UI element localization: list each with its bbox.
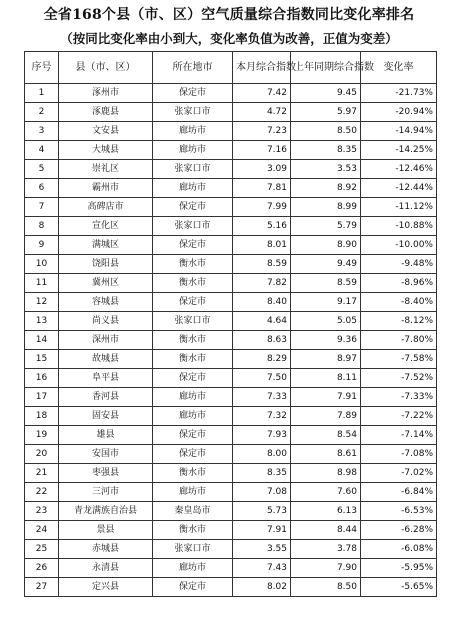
cell-city: 衡水市 — [153, 331, 233, 350]
cell-city: 衡水市 — [153, 464, 233, 483]
table-row — [25, 293, 437, 312]
table-row — [25, 578, 437, 597]
ranking-table — [24, 51, 437, 597]
cell-county: 霸州市 — [59, 179, 153, 198]
cell-city: 张家口市 — [153, 160, 233, 179]
cell-rank: 24 — [25, 521, 59, 540]
cell-last-year-index: 9.36 — [291, 331, 361, 350]
cell-current-index: 7.93 — [233, 426, 291, 445]
cell-current-index: 7.33 — [233, 388, 291, 407]
cell-city: 保定市 — [153, 445, 233, 464]
cell-rank: 1 — [25, 84, 59, 103]
cell-change-rate: -7.33% — [361, 388, 437, 407]
table-row — [25, 103, 437, 122]
cell-current-index: 7.08 — [233, 483, 291, 502]
table-row — [25, 160, 437, 179]
cell-city: 廊坊市 — [153, 122, 233, 141]
cell-city: 保定市 — [153, 578, 233, 597]
cell-rank: 7 — [25, 198, 59, 217]
cell-change-rate: -6.84% — [361, 483, 437, 502]
cell-county: 涿鹿县 — [59, 103, 153, 122]
cell-rank: 15 — [25, 350, 59, 369]
table-row — [25, 407, 437, 426]
cell-current-index: 8.40 — [233, 293, 291, 312]
cell-county: 香河县 — [59, 388, 153, 407]
cell-current-index: 8.35 — [233, 464, 291, 483]
cell-county: 容城县 — [59, 293, 153, 312]
page-title: 全省168个县（市、区）空气质量综合指数同比变化率排名 — [43, 7, 415, 23]
cell-last-year-index: 7.90 — [291, 559, 361, 578]
cell-change-rate: -7.80% — [361, 331, 437, 350]
cell-current-index: 3.55 — [233, 540, 291, 559]
cell-rank: 26 — [25, 559, 59, 578]
cell-city: 张家口市 — [153, 540, 233, 559]
header-city: 所在地市 — [153, 52, 233, 84]
cell-city: 秦皇岛市 — [153, 502, 233, 521]
cell-last-year-index: 8.61 — [291, 445, 361, 464]
cell-last-year-index: 8.44 — [291, 521, 361, 540]
header-change-rate: 变化率 — [361, 52, 437, 84]
cell-current-index: 5.73 — [233, 502, 291, 521]
cell-change-rate: -20.94% — [361, 103, 437, 122]
table-row — [25, 426, 437, 445]
cell-last-year-index: 8.90 — [291, 236, 361, 255]
table-row — [25, 236, 437, 255]
cell-change-rate: -10.00% — [361, 236, 437, 255]
cell-last-year-index: 8.54 — [291, 426, 361, 445]
cell-city: 衡水市 — [153, 274, 233, 293]
table-row — [25, 464, 437, 483]
cell-city: 保定市 — [153, 84, 233, 103]
table-row — [25, 502, 437, 521]
header-current-index: 本月综合指数 — [233, 52, 291, 84]
header-rank: 序号 — [25, 52, 59, 84]
cell-county: 崇礼区 — [59, 160, 153, 179]
cell-rank: 22 — [25, 483, 59, 502]
cell-county: 三河市 — [59, 483, 153, 502]
cell-rank: 17 — [25, 388, 59, 407]
cell-change-rate: -5.95% — [361, 559, 437, 578]
cell-rank: 11 — [25, 274, 59, 293]
cell-rank: 23 — [25, 502, 59, 521]
cell-current-index: 8.01 — [233, 236, 291, 255]
cell-current-index: 8.29 — [233, 350, 291, 369]
cell-county: 文安县 — [59, 122, 153, 141]
table-header-row — [25, 52, 437, 84]
cell-change-rate: -12.44% — [361, 179, 437, 198]
cell-last-year-index: 7.91 — [291, 388, 361, 407]
cell-county: 尚义县 — [59, 312, 153, 331]
cell-rank: 10 — [25, 255, 59, 274]
cell-last-year-index: 9.49 — [291, 255, 361, 274]
table-row — [25, 312, 437, 331]
cell-city: 衡水市 — [153, 255, 233, 274]
cell-rank: 21 — [25, 464, 59, 483]
table-row — [25, 521, 437, 540]
cell-city: 廊坊市 — [153, 141, 233, 160]
cell-rank: 3 — [25, 122, 59, 141]
cell-last-year-index: 5.79 — [291, 217, 361, 236]
cell-county: 安国市 — [59, 445, 153, 464]
cell-county: 故城县 — [59, 350, 153, 369]
table-row — [25, 141, 437, 160]
cell-county: 枣强县 — [59, 464, 153, 483]
table-row — [25, 255, 437, 274]
table-row — [25, 217, 437, 236]
cell-city: 廊坊市 — [153, 179, 233, 198]
cell-city: 张家口市 — [153, 312, 233, 331]
cell-last-year-index: 8.92 — [291, 179, 361, 198]
cell-county: 涿州市 — [59, 84, 153, 103]
cell-last-year-index: 8.35 — [291, 141, 361, 160]
header-last-year-index: 上年同期综合指数 — [291, 52, 361, 84]
cell-county: 雄县 — [59, 426, 153, 445]
cell-county: 大城县 — [59, 141, 153, 160]
cell-current-index: 7.50 — [233, 369, 291, 388]
cell-last-year-index: 9.45 — [291, 84, 361, 103]
table-row — [25, 84, 437, 103]
cell-current-index: 7.43 — [233, 559, 291, 578]
cell-rank: 5 — [25, 160, 59, 179]
cell-change-rate: -7.14% — [361, 426, 437, 445]
cell-county: 景县 — [59, 521, 153, 540]
cell-county: 定兴县 — [59, 578, 153, 597]
cell-county: 深州市 — [59, 331, 153, 350]
cell-change-rate: -7.58% — [361, 350, 437, 369]
cell-city: 廊坊市 — [153, 559, 233, 578]
cell-current-index: 3.09 — [233, 160, 291, 179]
cell-city: 廊坊市 — [153, 407, 233, 426]
cell-rank: 19 — [25, 426, 59, 445]
cell-change-rate: -8.40% — [361, 293, 437, 312]
cell-change-rate: -6.28% — [361, 521, 437, 540]
cell-last-year-index: 9.17 — [291, 293, 361, 312]
cell-city: 衡水市 — [153, 521, 233, 540]
cell-current-index: 7.16 — [233, 141, 291, 160]
cell-change-rate: -7.22% — [361, 407, 437, 426]
cell-last-year-index: 3.78 — [291, 540, 361, 559]
cell-county: 固安县 — [59, 407, 153, 426]
cell-change-rate: -12.46% — [361, 160, 437, 179]
table-row — [25, 274, 437, 293]
table-row — [25, 388, 437, 407]
cell-current-index: 4.64 — [233, 312, 291, 331]
table-body — [25, 84, 437, 597]
cell-city: 保定市 — [153, 198, 233, 217]
cell-change-rate: -8.96% — [361, 274, 437, 293]
cell-county: 满城区 — [59, 236, 153, 255]
cell-city: 保定市 — [153, 236, 233, 255]
cell-last-year-index: 8.50 — [291, 122, 361, 141]
cell-rank: 8 — [25, 217, 59, 236]
cell-last-year-index: 8.59 — [291, 274, 361, 293]
cell-rank: 14 — [25, 331, 59, 350]
cell-city: 衡水市 — [153, 350, 233, 369]
cell-county: 赤城县 — [59, 540, 153, 559]
cell-current-index: 7.91 — [233, 521, 291, 540]
cell-current-index: 5.16 — [233, 217, 291, 236]
table-row — [25, 179, 437, 198]
cell-change-rate: -8.12% — [361, 312, 437, 331]
cell-last-year-index: 7.89 — [291, 407, 361, 426]
cell-current-index: 8.59 — [233, 255, 291, 274]
cell-city: 保定市 — [153, 293, 233, 312]
header-county: 县（市、区） — [59, 52, 153, 84]
cell-change-rate: -6.53% — [361, 502, 437, 521]
table-row — [25, 350, 437, 369]
cell-county: 饶阳县 — [59, 255, 153, 274]
cell-change-rate: -5.65% — [361, 578, 437, 597]
cell-current-index: 7.42 — [233, 84, 291, 103]
table-row — [25, 198, 437, 217]
cell-city: 廊坊市 — [153, 388, 233, 407]
cell-rank: 16 — [25, 369, 59, 388]
cell-last-year-index: 5.97 — [291, 103, 361, 122]
cell-rank: 2 — [25, 103, 59, 122]
table-row — [25, 559, 437, 578]
cell-last-year-index: 7.60 — [291, 483, 361, 502]
cell-rank: 9 — [25, 236, 59, 255]
cell-city: 张家口市 — [153, 217, 233, 236]
page-subtitle: （按同比变化率由小到大，变化率负值为改善，正值为变差） — [60, 31, 398, 46]
cell-last-year-index: 6.13 — [291, 502, 361, 521]
table-row — [25, 122, 437, 141]
cell-last-year-index: 3.53 — [291, 160, 361, 179]
cell-county: 冀州区 — [59, 274, 153, 293]
cell-city: 保定市 — [153, 369, 233, 388]
cell-change-rate: -9.48% — [361, 255, 437, 274]
cell-rank: 6 — [25, 179, 59, 198]
table-row — [25, 331, 437, 350]
cell-last-year-index: 8.98 — [291, 464, 361, 483]
cell-change-rate: -11.12% — [361, 198, 437, 217]
cell-city: 张家口市 — [153, 103, 233, 122]
cell-current-index: 8.63 — [233, 331, 291, 350]
cell-change-rate: -7.08% — [361, 445, 437, 464]
cell-change-rate: -10.88% — [361, 217, 437, 236]
cell-current-index: 7.23 — [233, 122, 291, 141]
table-row — [25, 369, 437, 388]
cell-last-year-index: 8.50 — [291, 578, 361, 597]
cell-change-rate: -14.94% — [361, 122, 437, 141]
cell-current-index: 7.81 — [233, 179, 291, 198]
cell-last-year-index: 8.97 — [291, 350, 361, 369]
cell-change-rate: -21.73% — [361, 84, 437, 103]
cell-change-rate: -6.08% — [361, 540, 437, 559]
cell-county: 永清县 — [59, 559, 153, 578]
cell-change-rate: -14.25% — [361, 141, 437, 160]
table-row — [25, 540, 437, 559]
cell-current-index: 7.82 — [233, 274, 291, 293]
cell-current-index: 4.72 — [233, 103, 291, 122]
cell-county: 宣化区 — [59, 217, 153, 236]
cell-change-rate: -7.52% — [361, 369, 437, 388]
cell-last-year-index: 5.05 — [291, 312, 361, 331]
cell-current-index: 8.02 — [233, 578, 291, 597]
cell-change-rate: -7.02% — [361, 464, 437, 483]
cell-county: 青龙满族自治县 — [59, 502, 153, 521]
cell-city: 保定市 — [153, 426, 233, 445]
cell-rank: 27 — [25, 578, 59, 597]
cell-rank: 25 — [25, 540, 59, 559]
cell-current-index: 7.32 — [233, 407, 291, 426]
cell-rank: 20 — [25, 445, 59, 464]
cell-current-index: 7.99 — [233, 198, 291, 217]
cell-current-index: 8.00 — [233, 445, 291, 464]
cell-rank: 13 — [25, 312, 59, 331]
cell-last-year-index: 8.11 — [291, 369, 361, 388]
cell-rank: 12 — [25, 293, 59, 312]
cell-county: 高碑店市 — [59, 198, 153, 217]
cell-county: 阜平县 — [59, 369, 153, 388]
cell-last-year-index: 8.99 — [291, 198, 361, 217]
cell-city: 廊坊市 — [153, 483, 233, 502]
table-row — [25, 483, 437, 502]
cell-rank: 4 — [25, 141, 59, 160]
cell-rank: 18 — [25, 407, 59, 426]
table-row — [25, 445, 437, 464]
